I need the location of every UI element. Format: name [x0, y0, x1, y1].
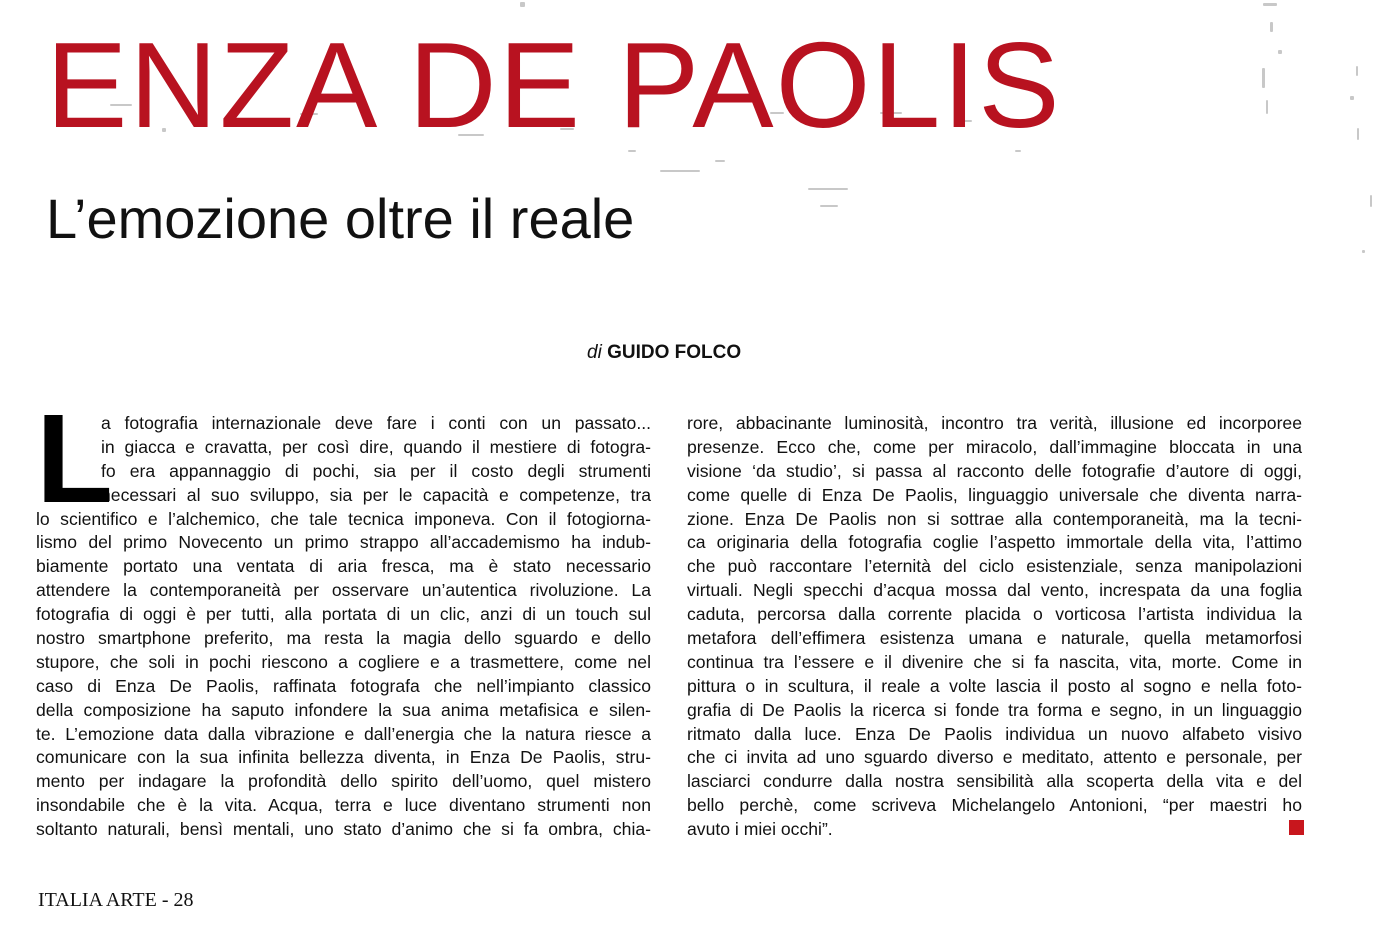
- drop-cap: L: [36, 388, 113, 529]
- text-line: lo scientifico e l’alchemico, che tale tecnica imponeva. Con il fotogiorna-: [36, 508, 651, 529]
- text-line: ca originaria della fotografia coglie l’aspetto immortale della vita, l’attimo: [687, 532, 1302, 553]
- text-line: comunicare con la sua infinita bellezza diventa, in Enza De Paolis, stru-: [36, 747, 651, 768]
- text-line: visione ‘da studio’, si passa al racconto delle fotografie d’autore di oggi,: [687, 460, 1302, 481]
- byline-author: GUIDO FOLCO: [607, 342, 742, 363]
- text-line: insondabile che è la vita. Acqua, terra e luce diventano strumenti non: [36, 795, 651, 816]
- text-line: fotografia di oggi è per tutti, alla portata di un clic, anzi di un touch sul: [36, 604, 651, 625]
- text-line: in giacca e cravatta, per così dire, quando il mestiere di fotogra-: [101, 436, 651, 457]
- text-line: caso di Enza De Paolis, raffinata fotografa che nell’impianto classico: [36, 675, 651, 696]
- text-line: biamente portato una ventata di aria fresca, ma è stato necessario: [36, 556, 651, 577]
- text-line: lismo del primo Novecento un primo strappo all’accademismo ha indub-: [36, 532, 651, 553]
- text-line: virtuali. Negli specchi d’acqua mossa dal vento, increspata da una foglia: [687, 580, 1302, 601]
- byline: [587, 341, 741, 365]
- article-title: ENZA DE PAOLIS: [46, 17, 1062, 153]
- text-line: nostro smartphone preferito, ma resta la magia dello sguardo e dello: [36, 628, 651, 649]
- text-line: continua tra l’essere e il divenire che si fa nascita, vita, morte. Come in: [687, 651, 1302, 672]
- article-subtitle: L’emozione oltre il reale: [46, 187, 635, 250]
- text-line: mento per indagare la profondità dello spirito dell’uomo, quel mistero: [36, 771, 651, 792]
- text-line: fo era appannaggio di pochi, sia per il costo degli strumenti: [101, 460, 651, 481]
- article-column-right: [687, 412, 1302, 842]
- text-line: zione. Enza De Paolis non si sottrae alla contemporaneità, ma la tecni-: [687, 508, 1302, 529]
- text-line: ritmato dalla luce. Enza De Paolis individua un nuovo alfabeto visivo: [687, 723, 1302, 744]
- text-line: che ci invita ad uno sguardo diverso e meditato, attento e personale, per: [687, 747, 1302, 768]
- text-line: pittura o in scultura, il reale a volte lascia il posto al sogno e nella foto-: [687, 675, 1302, 696]
- text-line: della composizione ha saputo infondere la sua anima metafisica e silen-: [36, 699, 651, 720]
- text-line: metafora dell’effimera esistenza umana e naturale, quella metamorfosi: [687, 628, 1302, 649]
- text-line: presenze. Ecco che, come per miracolo, dall’immagine bloccata in una: [687, 436, 1302, 457]
- text-line: a fotografia internazionale deve fare i conti con un passato...: [101, 413, 651, 433]
- text-line: che può raccontare l’eternità del ciclo esistenziale, senza manipolazioni: [687, 556, 1302, 577]
- text-line: grafia di De Paolis la ricerca si fonde tra forma e segno, in un linguaggio: [687, 699, 1302, 720]
- text-line: stupore, che soli in pochi riescono a cogliere e a trasmettere, come nel: [36, 651, 651, 672]
- byline-prefix: di: [587, 342, 602, 363]
- text-line: attendere la contemporaneità per osservare un’autentica rivoluzione. La: [36, 580, 651, 601]
- text-line: caduta, percorsa dalla corrente placida o vorticosa l’artista individua la: [687, 604, 1302, 625]
- article-column-left: [36, 388, 651, 842]
- text-line: rore, abbacinante luminosità, incontro tra verità, illusione ed incorporee: [687, 413, 1302, 433]
- text-line: lasciarci condurre dalla nostra sensibilità alla scoperta della vita e del: [687, 771, 1302, 792]
- text-line: necessari al suo sviluppo, sia per le capacità e competenze, tra: [101, 484, 651, 505]
- end-of-article-mark: [1289, 820, 1304, 835]
- text-line: avuto i miei occhi”.: [687, 819, 833, 840]
- text-line: come quelle di Enza De Paolis, linguaggio universale che diventa narra-: [687, 484, 1302, 505]
- text-line: te. L’emozione data dalla vibrazione e dall’energia che la natura riesce a: [36, 723, 651, 744]
- text-line: bello perchè, come scriveva Michelangelo Antonioni, “per maestri ho: [687, 795, 1302, 816]
- page-footer: ITALIA ARTE - 28: [38, 889, 194, 911]
- text-line: soltanto naturali, bensì mentali, uno stato d’animo che si fa ombra, chia-: [36, 819, 651, 840]
